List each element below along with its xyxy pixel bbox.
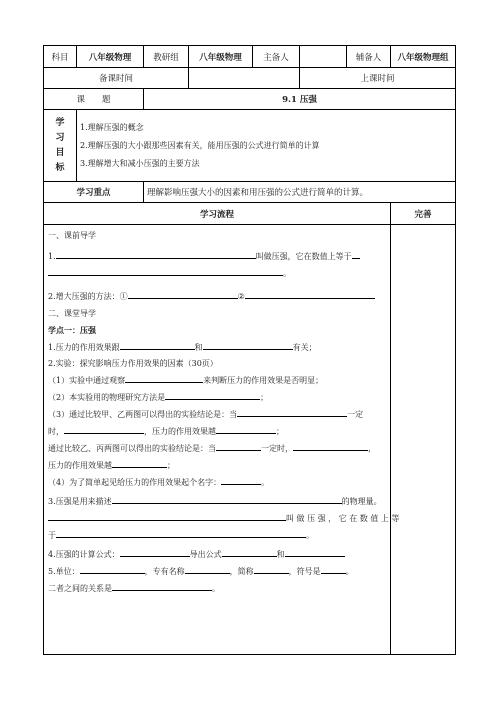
- blank: [64, 424, 144, 434]
- point-1-title: 学点一：压强: [48, 325, 96, 335]
- text: （3）通过比较甲、乙两图可以得出的实验结论是：当: [48, 410, 238, 419]
- flow-side-column: [391, 225, 456, 655]
- blank: [56, 249, 256, 259]
- text: （4）为了简单起见给压力的作用效果起个名字：: [48, 478, 222, 487]
- exp-5: [48, 475, 386, 489]
- blank: [222, 547, 277, 557]
- blank: [112, 581, 212, 591]
- text: 于: [48, 531, 56, 540]
- section-pre-class: 一、课前导学: [48, 231, 96, 240]
- text: 二者之间的关系是: [48, 584, 112, 593]
- text: 3.压强是用来描述: [48, 497, 112, 506]
- key-point-text: 理解影响压强大小的因素和用压强的公式进行简单的计算。: [144, 182, 456, 203]
- header-row-2: [44, 68, 456, 89]
- text: 一定: [347, 410, 364, 419]
- prep-time-label: 备课时间: [44, 68, 189, 89]
- goal-item: 3.理解增大和减小压强的主要方法: [80, 158, 200, 168]
- blank: [352, 249, 360, 259]
- question-1-cont: [48, 266, 386, 280]
- blank: [293, 441, 368, 451]
- blank: [185, 564, 230, 574]
- text: 5.单位：: [48, 567, 80, 576]
- text: 导出公式: [189, 550, 222, 559]
- text: 压力的作用效果越: [48, 461, 112, 470]
- answer-4: [48, 547, 386, 561]
- class-time-label: 上课时间: [300, 68, 456, 89]
- assist-label: 辅备人: [347, 46, 391, 68]
- goals-label: 学习目标: [44, 110, 77, 182]
- exp-1: [48, 373, 386, 387]
- text: ②: [237, 292, 245, 301]
- blank: [285, 547, 345, 557]
- text: ；: [276, 427, 284, 436]
- answer-6: [48, 581, 386, 595]
- text: 1.: [48, 252, 56, 261]
- answer-3-cont: [48, 511, 400, 525]
- blank: [56, 528, 306, 538]
- text: 。: [212, 584, 220, 593]
- blank: [321, 564, 346, 574]
- text: 一定时，: [261, 444, 293, 453]
- text: 叫 做 压 强 ， 它 在 数 值 上 等: [286, 514, 400, 523]
- text: 1.压力的作用效果跟: [48, 343, 120, 352]
- goals-row: [44, 110, 456, 182]
- blank: [254, 564, 289, 574]
- key-point-label: 学习重点: [44, 182, 144, 203]
- question-2: [48, 289, 386, 303]
- text: ，专有名称: [144, 567, 185, 576]
- text: 和: [194, 343, 203, 352]
- key-point-row: [44, 182, 456, 203]
- text: 。: [261, 478, 270, 487]
- text: ；: [260, 393, 269, 402]
- blank: [120, 340, 195, 350]
- exp-2: [48, 390, 386, 404]
- lesson-plan-table: [43, 45, 456, 655]
- exp-3-cont: [48, 424, 386, 438]
- blank: [165, 390, 260, 400]
- topic-value: 9.1 压强: [144, 89, 456, 110]
- text: 4.压强的计算公式：: [48, 550, 120, 559]
- text: ，简称: [229, 567, 254, 576]
- text: 来判断压力的作用效果是否明显；: [203, 376, 324, 385]
- blank: [112, 494, 342, 504]
- blank: [80, 564, 145, 574]
- blank: [203, 340, 293, 350]
- answer-3: [48, 494, 386, 508]
- text: ；: [167, 461, 175, 470]
- text: ，: [368, 444, 376, 453]
- prep-time-value: [189, 68, 300, 89]
- answer-1: [48, 340, 386, 354]
- text: 通过比较乙、丙两图可以得出的实验结论是：当: [48, 444, 216, 453]
- answer-2: 2.实验：探究影响压力作用效果的因素（30页）: [48, 359, 218, 368]
- exp-3: [48, 407, 386, 421]
- text: 的物理量。: [341, 497, 382, 506]
- blank: [128, 289, 238, 299]
- blank: [125, 373, 203, 383]
- exp-4-cont: [48, 458, 386, 472]
- blank: [221, 475, 261, 485]
- subject-label: 科目: [44, 46, 77, 68]
- answer-5: [48, 564, 386, 578]
- group-value: 八年级物理: [189, 46, 253, 68]
- blank: [120, 547, 190, 557]
- text: 2.增大压强的方法：①: [48, 292, 128, 301]
- text: 。: [283, 269, 291, 278]
- group-label: 教研组: [144, 46, 189, 68]
- header-row-1: [44, 46, 456, 68]
- text: 有关；: [292, 343, 317, 352]
- flow-body-row: [44, 225, 456, 655]
- text: 。: [345, 567, 354, 576]
- text: 时，: [48, 427, 64, 436]
- main-prep-value: [300, 46, 347, 68]
- topic-label: 课 题: [44, 89, 144, 110]
- blank: [216, 441, 261, 451]
- lesson-plan-page: [43, 45, 455, 702]
- topic-row: [44, 89, 456, 110]
- text: ，压力的作用效果越: [144, 427, 216, 436]
- goal-item: 1.理解压强的概念: [80, 122, 144, 132]
- text: （2）本实验用的物理研究方法是: [48, 393, 166, 402]
- blank: [245, 289, 375, 299]
- text: ，符号是: [288, 567, 321, 576]
- flow-content: [44, 225, 400, 655]
- text: 。: [306, 531, 314, 540]
- flow-side-title: 完善: [391, 203, 456, 225]
- blank: [48, 511, 286, 521]
- flow-title-row: [44, 203, 456, 225]
- subject-value: 八年级物理: [77, 46, 144, 68]
- text: 叫做压强，它在数值上等于: [255, 252, 352, 261]
- exp-4: [48, 441, 386, 455]
- goals-content: [77, 110, 456, 182]
- blank: [237, 407, 347, 417]
- text: （1）实验中通过观察: [48, 376, 126, 385]
- answer-3-end: [48, 528, 386, 542]
- flow-title: 学习流程: [44, 203, 391, 225]
- assist-value: 八年级物理组: [391, 46, 456, 68]
- question-1: [48, 249, 386, 263]
- blank: [48, 266, 283, 276]
- text: 和: [276, 550, 285, 559]
- blank: [112, 458, 167, 468]
- blank: [216, 424, 276, 434]
- section-in-class: 二、课堂导学: [48, 309, 96, 318]
- goal-item: 2.理解压强的大小跟那些因素有关，能用压强的公式进行简单的计算: [80, 140, 320, 150]
- main-prep-label: 主备人: [253, 46, 300, 68]
